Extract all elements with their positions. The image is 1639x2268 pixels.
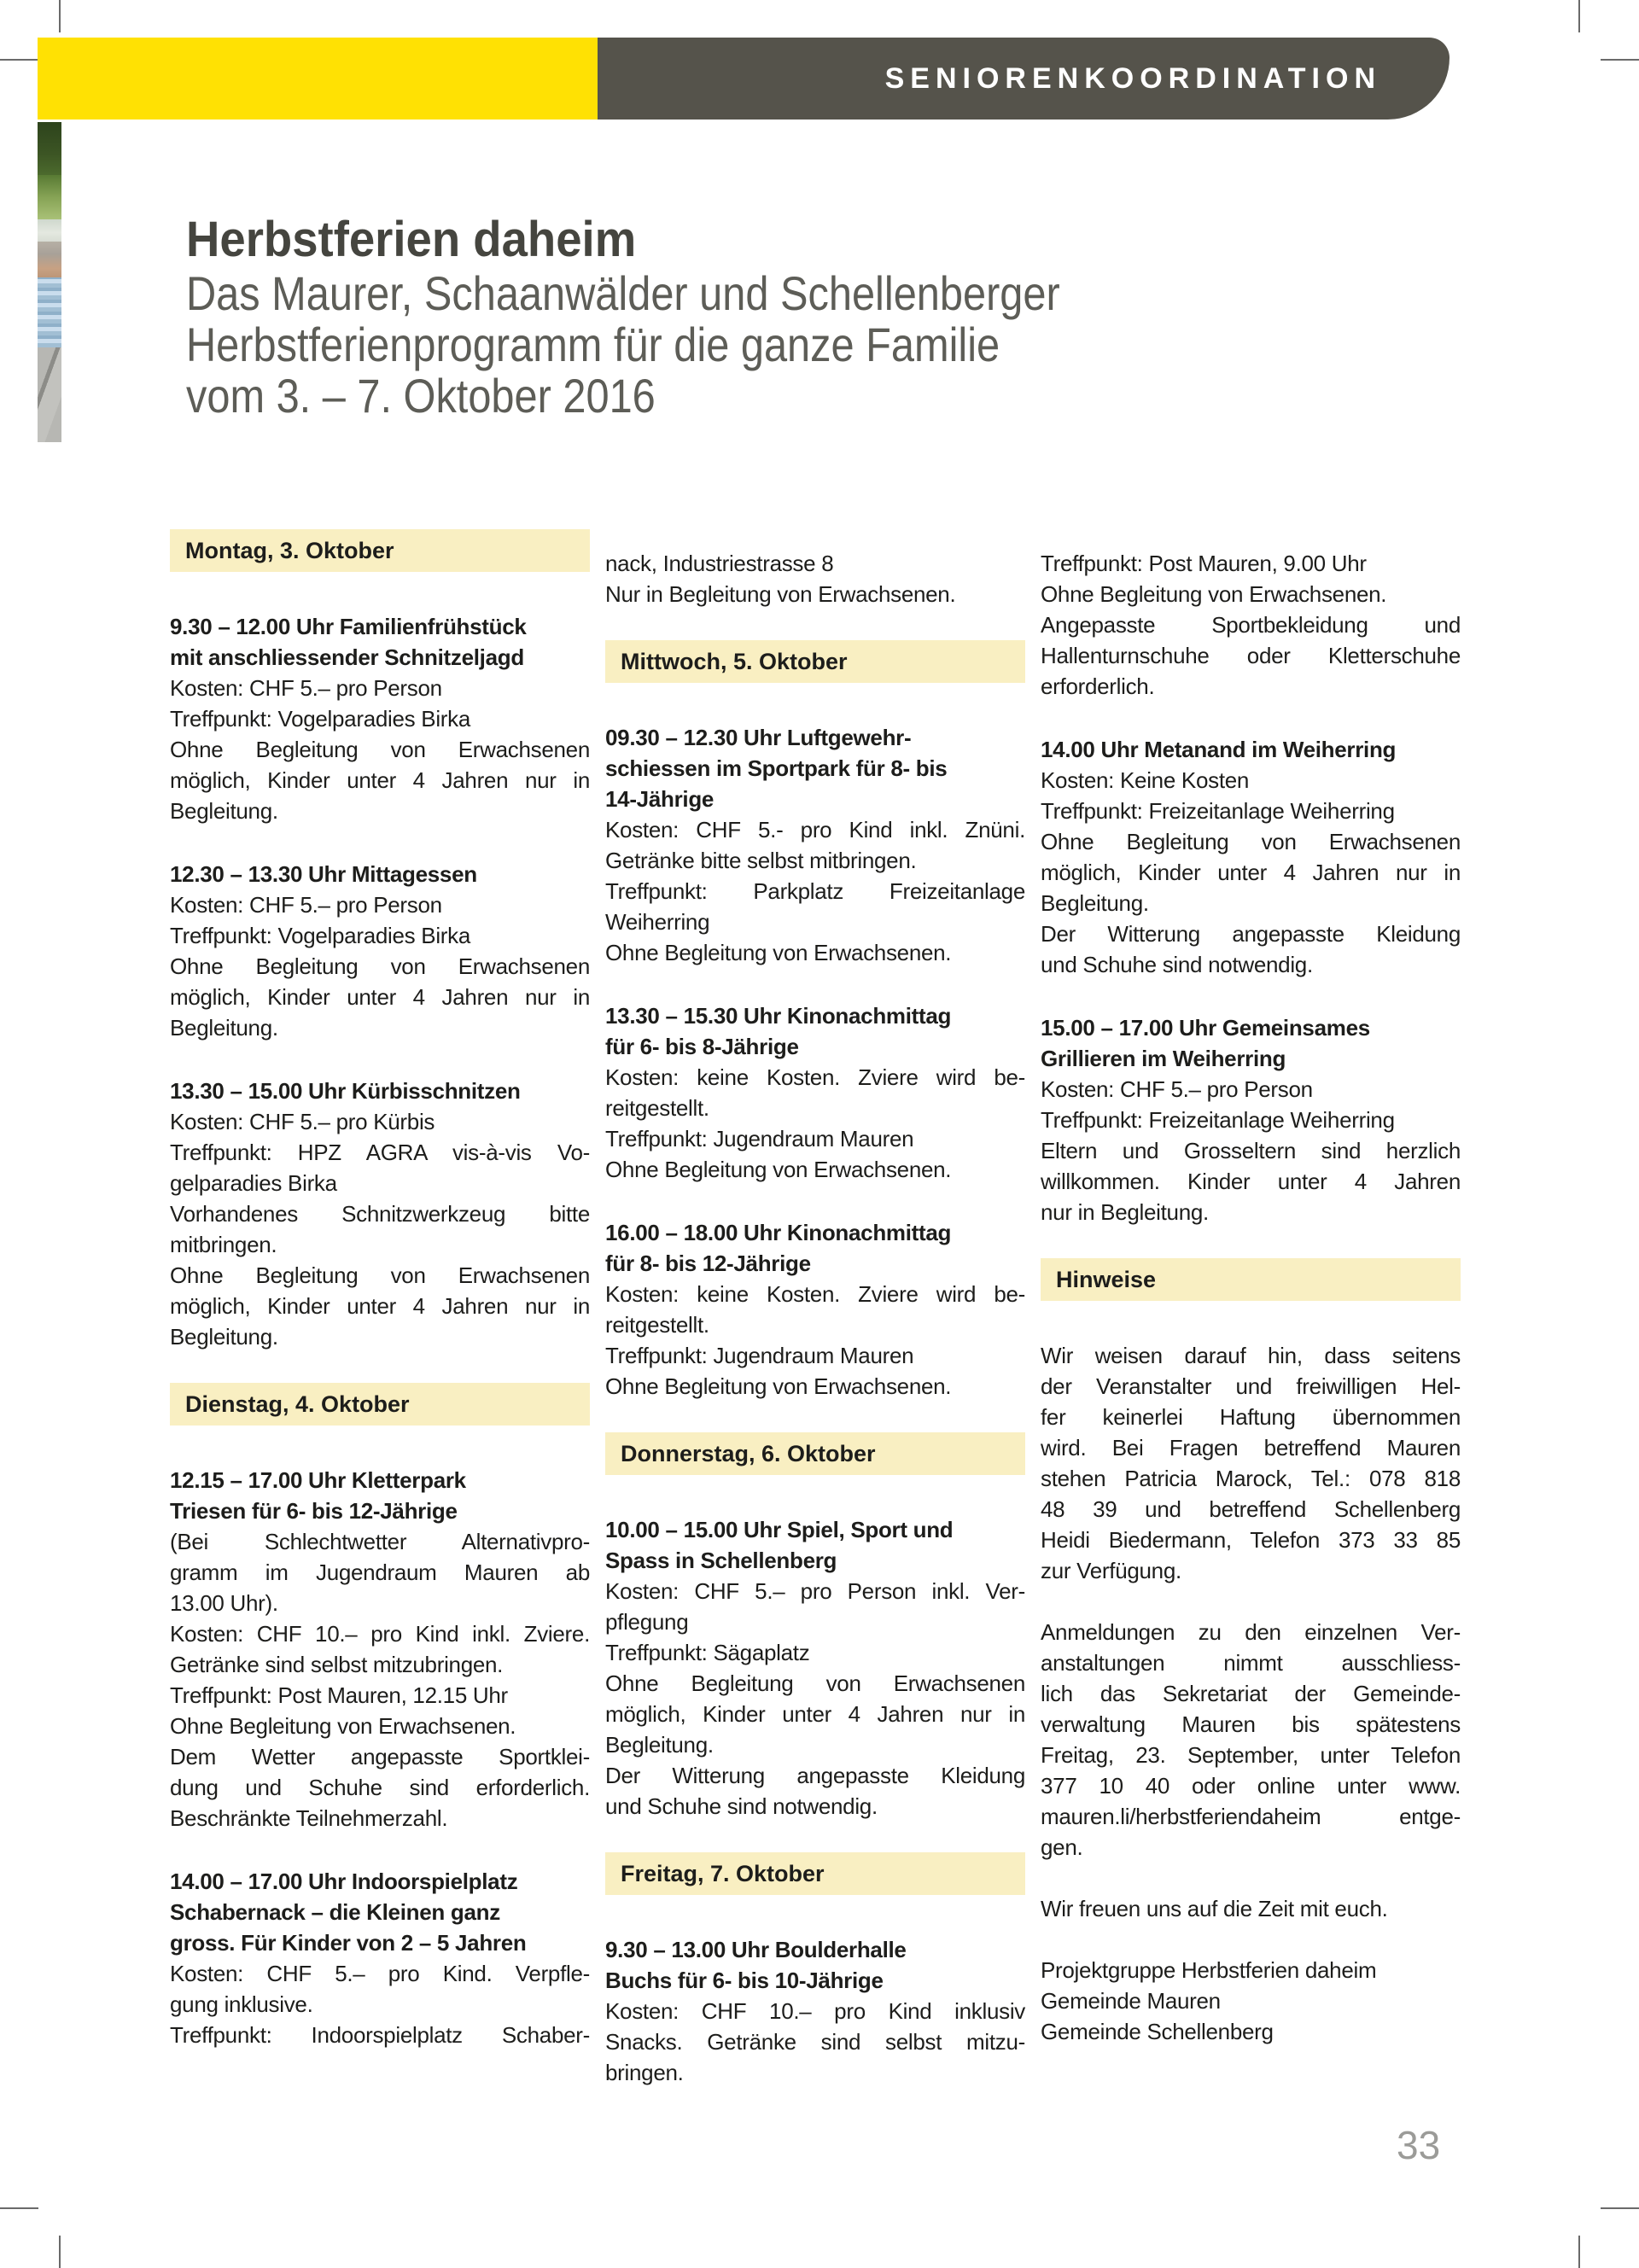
text-line: verwaltung Mauren bis spätestens [1041,1711,1461,1737]
text-line: lich das Sekretariat der Gemeinde- [1041,1681,1461,1706]
paragraph [1041,1985,1461,2016]
page-subtitle-line-3: vom 3. – 7. Oktober 2016 [186,369,656,423]
text-line: Vorhandenes Schnitzwerkzeug bitte [170,1201,590,1227]
paragraph [605,1637,1025,1668]
text-line: Kosten: CHF 10.– pro Kind inklusiv [605,1998,1025,2024]
text-line: mitbringen. [170,1232,277,1257]
text-line: 12.15 – 17.00 Uhr Kletterpark [170,1467,466,1493]
paragraph [605,548,1025,579]
text-line: 377 10 40 oder online unter www. [1041,1773,1461,1799]
text-line: Buchs für 6- bis 10-Jährige [605,1968,884,1993]
text-line: und Schuhe sind notwendig. [605,1793,878,1819]
text-line: Kosten: CHF 5.- pro Kind inkl. Znüni. [605,817,1025,842]
event-title [605,1514,1025,1576]
text-line: Dem Wetter angepasste Sportklei- [170,1744,590,1770]
text-line: und Schuhe sind notwendig. [1041,952,1313,977]
section-label: SENIORENKOORDINATION [884,62,1381,95]
text-line: Treffpunkt: Vogelparadies Birka [170,923,471,948]
event-title [1041,734,1461,765]
text-line: Der Witterung angepasste Kleidung [605,1763,1025,1788]
paragraph [1041,918,1461,980]
photo-shirt [38,277,61,347]
text-line: mit anschliessender Schnitzeljagd [170,644,524,670]
paragraph [170,1198,590,1260]
text-line: 13.30 – 15.00 Uhr Kürbisschnitzen [170,1078,521,1104]
text-line: Treffpunkt: Parkplatz Freizeitanlage [605,878,1025,904]
text-line: gelparadies Birka [170,1170,337,1196]
text-line: möglich, Kinder unter 4 Jahren nur in [170,984,590,1010]
text-line: reitgestellt. [605,1095,709,1121]
paragraph [1041,1617,1461,1863]
paragraph [170,703,590,734]
text-line: Ohne Begleitung von Erwachsenen. [170,1713,516,1739]
text-line: Gemeinde Schellenberg [1041,2019,1274,2044]
text-line: Beschränkte Teilnehmerzahl. [170,1805,448,1831]
photo-pavement [38,347,61,442]
text-line: Hallenturnschuhe oder Kletterschuhe [1041,643,1461,668]
paragraph [170,673,590,703]
paragraph [605,1668,1025,1760]
text-line: 10.00 – 15.00 Uhr Spiel, Sport und [605,1517,954,1542]
text-line: Ohne Begleitung von Erwachsenen [170,1262,590,1288]
crop-mark [59,2236,61,2268]
text-line: Kosten: Keine Kosten [1041,767,1250,793]
text-line: 14.00 Uhr Metanand im Weiherring [1041,737,1397,762]
text-line: Kosten: CHF 5.– pro Person inkl. Ver- [605,1578,1025,1604]
text-line: bringen. [605,2060,684,2085]
event-title [170,1866,590,1958]
event-title [170,859,590,889]
text-line: gross. Für Kinder von 2 – 5 Jahren [170,1930,527,1956]
paragraph [170,2020,590,2050]
paragraph [605,1062,1025,1123]
paragraph [605,1340,1025,1371]
paragraph [170,951,590,1043]
text-line: Ohne Begleitung von Erwachsenen [170,953,590,979]
text-line: Kosten: keine Kosten. Zviere wird be- [605,1064,1025,1090]
text-line: Treffpunkt: Freizeitanlage Weiherring [1041,798,1395,824]
crop-mark [1578,2236,1580,2268]
text-line: 14.00 – 17.00 Uhr Indoorspielplatz [170,1869,518,1894]
paragraph [170,734,590,826]
text-line: nur in Begleitung. [1041,1199,1209,1225]
text-line: Treffpunkt: Indoorspielplatz Schaber- [170,2022,590,2048]
text-line: anstaltungen nimmt ausschliess- [1041,1650,1461,1676]
paragraph [1041,1105,1461,1135]
text-line: Ohne Begleitung von Erwachsenen [605,1670,1025,1696]
text-line: Getränke sind selbst mitzubringen. [170,1652,504,1677]
paragraph [170,1711,590,1741]
text-line: reitgestellt. [605,1312,709,1338]
paragraph [170,1106,590,1137]
text-line: Weiherring [605,909,710,935]
column-3 [1041,526,1461,2047]
text-line: Wir freuen uns auf die Zeit mit euch. [1041,1896,1388,1921]
crop-mark [0,2207,38,2209]
paragraph [170,1618,590,1680]
text-line: gen. [1041,1834,1083,1860]
text-line: schiessen im Sportpark für 8- bis [605,755,948,781]
header-section-bar [598,38,1449,120]
event-title [1041,1012,1461,1074]
text-line: Begleitung. [1041,890,1149,916]
paragraph [1041,1340,1461,1586]
text-line: (Bei Schlechtwetter Alternativpro- [170,1529,590,1554]
paragraph [605,814,1025,876]
text-line: gung inklusive. [170,1991,313,2017]
text-line: möglich, Kinder unter 4 Jahren nur in [170,1293,590,1319]
paragraph [170,1526,590,1618]
text-line: Gemeinde Mauren [1041,1988,1221,2014]
text-line: Grillieren im Weiherring [1041,1046,1286,1071]
day-header-mittwoch-5-oktober: Mittwoch, 5. Oktober [605,640,1025,683]
text-line: mauren.li/herbstferiendaheim entge- [1041,1804,1461,1829]
event-title [605,1217,1025,1279]
text-line: Triesen für 6- bis 12-Jährige [170,1498,458,1524]
photo-person [38,242,61,277]
text-line: pflegung [605,1609,689,1635]
text-line: willkommen. Kinder unter 4 Jahren [1041,1169,1461,1194]
text-line: 9.30 – 13.00 Uhr Boulderhalle [605,1937,907,1962]
text-line: Ohne Begleitung von Erwachsenen. [605,1373,952,1399]
paragraph [1041,548,1461,579]
crop-mark [1601,59,1639,61]
day-header-freitag-7-oktober: Freitag, 7. Oktober [605,1852,1025,1895]
text-line: 14-Jährige [605,786,715,812]
text-line: 15.00 – 17.00 Uhr Gemeinsames [1041,1015,1370,1041]
text-line: Kosten: CHF 5.– pro Kürbis [170,1109,435,1134]
text-line: 12.30 – 13.30 Uhr Mittagessen [170,861,477,887]
text-line: Treffpunkt: Vogelparadies Birka [170,706,471,732]
text-line: Kosten: CHF 5.– pro Person [1041,1076,1313,1102]
page-subtitle-line-1: Das Maurer, Schaanwälder und Schellenberger [186,266,1060,320]
crop-mark [0,59,38,61]
paragraph [605,1760,1025,1822]
text-line: Kosten: keine Kosten. Zviere wird be- [605,1281,1025,1307]
text-line: Der Witterung angepasste Kleidung [1041,921,1461,947]
text-line: Begleitung. [170,1015,278,1041]
paragraph [1041,796,1461,826]
paragraph [605,1576,1025,1637]
paragraph [1041,1074,1461,1105]
text-line: Kosten: CHF 10.– pro Kind inkl. Zviere. [170,1621,590,1647]
text-line: wird. Bei Fragen betreffend Mauren [1041,1435,1461,1460]
paragraph [170,1260,590,1352]
crop-mark [1578,0,1580,32]
text-line: Heidi Biedermann, Telefon 373 33 85 [1041,1527,1461,1553]
text-line: Treffpunkt: Freizeitanlage Weiherring [1041,1107,1395,1133]
text-line: Treffpunkt: Jugendraum Mauren [605,1126,914,1151]
photo-strip [38,122,61,442]
text-line: Projektgruppe Herbstferien daheim [1041,1957,1377,1983]
crop-mark [59,0,61,32]
day-header-dienstag-4-oktober: Dienstag, 4. Oktober [170,1383,590,1426]
text-line: Kosten: CHF 5.– pro Person [170,892,442,918]
paragraph [1041,1893,1461,1924]
text-line: nack, Industriestrasse 8 [605,551,834,576]
paragraph [605,1123,1025,1154]
paragraph [605,579,1025,609]
page-number: 33 [1397,2123,1441,2167]
masthead [186,212,1191,422]
text-line: Treffpunkt: Jugendraum Mauren [605,1343,914,1368]
paragraph [605,937,1025,968]
text-line: 9.30 – 12.00 Uhr Familienfrühstück [170,614,527,639]
paragraph [1041,826,1461,918]
column-1 [170,526,590,2050]
photo-water [38,219,61,242]
text-line: Treffpunkt: HPZ AGRA vis-à-vis Vo- [170,1140,590,1165]
text-line: Ohne Begleitung von Erwachsenen [170,737,590,762]
paragraph [1041,2016,1461,2047]
text-line: Freitag, 23. September, unter Telefon [1041,1742,1461,1768]
paragraph [605,1279,1025,1340]
text-line: Ohne Begleitung von Erwachsenen. [1041,581,1387,607]
photo-tree [38,175,61,219]
text-line: Treffpunkt: Post Mauren, 9.00 Uhr [1041,551,1367,576]
text-line: erforderlich. [1041,673,1155,699]
text-line: 09.30 – 12.30 Uhr Luftgewehr- [605,725,912,750]
text-line: Kosten: CHF 5.– pro Kind. Verpfle- [170,1961,590,1986]
text-line: Angepasste Sportbekleidung und [1041,612,1461,638]
paragraph [1041,1955,1461,1985]
text-line: 16.00 – 18.00 Uhr Kinonachmittag [605,1220,952,1245]
paragraph [170,1741,590,1834]
text-line: Wir weisen darauf hin, dass seitens [1041,1343,1461,1368]
paragraph [605,1371,1025,1402]
text-line: Ohne Begleitung von Erwachsenen. [605,940,952,965]
text-line: fer keinerlei Haftung übernommen [1041,1404,1461,1430]
event-title [170,1465,590,1526]
paragraph [1041,609,1461,702]
day-header-hinweise: Hinweise [1041,1258,1461,1301]
text-line: Ohne Begleitung von Erwachsenen [1041,829,1461,854]
paragraph [605,1154,1025,1185]
event-title [170,1076,590,1106]
text-line: Kosten: CHF 5.– pro Person [170,675,442,701]
paragraph [170,889,590,920]
event-title [170,611,590,673]
text-line: der Veranstalter und freiwilligen Hel- [1041,1373,1461,1399]
text-line: stehen Patricia Marock, Tel.: 078 818 [1041,1466,1461,1491]
paragraph [170,1137,590,1198]
paragraph [605,876,1025,937]
text-line: zur Verfügung. [1041,1558,1181,1583]
paragraph [170,1680,590,1711]
text-line: 13.00 Uhr). [170,1590,278,1616]
text-line: dung und Schuhe sind erforderlich. [170,1775,590,1800]
event-title [605,1000,1025,1062]
event-title [605,722,1025,814]
day-header-montag-3-oktober: Montag, 3. Oktober [170,529,590,572]
column-2 [605,526,1025,2088]
text-line: Begleitung. [605,1732,714,1758]
paragraph [1041,1135,1461,1227]
photo-trees [38,122,61,175]
text-line: 48 39 und betreffend Schellenberg [1041,1496,1461,1522]
text-line: Begleitung. [170,1324,278,1350]
text-line: Nur in Begleitung von Erwachsenen. [605,581,956,607]
text-line: Schabernack – die Kleinen ganz [170,1899,500,1925]
text-line: Snacks. Getränke sind selbst mitzu- [605,2029,1025,2055]
text-line: Begleitung. [170,798,278,824]
text-line: Spass in Schellenberg [605,1548,837,1573]
text-line: Getränke bitte selbst mitbringen. [605,848,917,873]
crop-mark [1601,2207,1639,2209]
paragraph [1041,579,1461,609]
day-header-donnerstag-6-oktober: Donnerstag, 6. Oktober [605,1432,1025,1475]
text-line: Ohne Begleitung von Erwachsenen. [605,1157,952,1182]
paragraph [170,920,590,951]
text-line: möglich, Kinder unter 4 Jahren nur in [170,767,590,793]
paragraph [605,1996,1025,2088]
header-yellow-block [38,38,598,120]
page-subtitle-line-2: Herbstferienprogramm für die ganze Familie [186,318,1000,371]
text-line: für 8- bis 12-Jährige [605,1251,811,1276]
text-line: für 6- bis 8-Jährige [605,1034,799,1059]
event-title [605,1934,1025,1996]
text-line: möglich, Kinder unter 4 Jahren nur in [1041,860,1461,885]
text-line: Eltern und Grosseltern sind herzlich [1041,1138,1461,1163]
text-line: Treffpunkt: Post Mauren, 12.15 Uhr [170,1682,508,1708]
text-line: Treffpunkt: Sägaplatz [605,1640,810,1665]
paragraph [1041,765,1461,796]
text-line: gramm im Jugendraum Mauren ab [170,1560,590,1585]
text-line: Anmeldungen zu den einzelnen Ver- [1041,1619,1461,1645]
page-title: Herbstferien daheim [186,212,637,267]
text-line: möglich, Kinder unter 4 Jahren nur in [605,1701,1025,1727]
paragraph [170,1958,590,2020]
text-line: 13.30 – 15.30 Uhr Kinonachmittag [605,1003,952,1029]
